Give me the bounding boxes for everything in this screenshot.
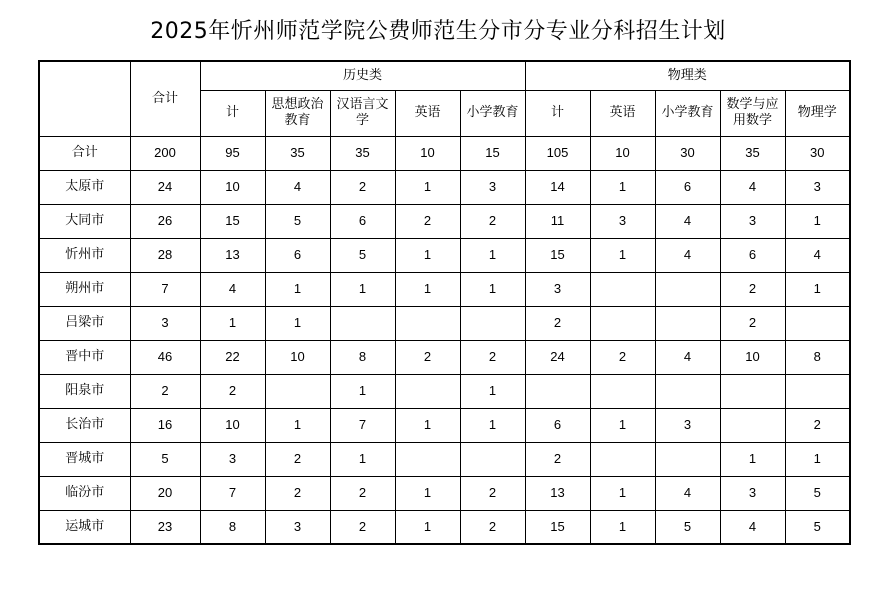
- table-cell: 8: [200, 510, 265, 544]
- table-cell: 1: [395, 170, 460, 204]
- table-cell: 2: [265, 442, 330, 476]
- table-cell: 7: [130, 272, 200, 306]
- table-cell: [525, 374, 590, 408]
- header-total: 合计: [130, 61, 200, 136]
- table-cell: 2: [395, 340, 460, 374]
- table-cell: 2: [460, 204, 525, 238]
- table-row: [39, 272, 850, 306]
- corner-cell: [39, 61, 130, 136]
- page-title: 2025年忻州师范学院公费师范生分市分专业分科招生计划: [150, 19, 726, 44]
- table-cell: 4: [265, 170, 330, 204]
- table-cell: 5: [330, 238, 395, 272]
- table-cell: 6: [330, 204, 395, 238]
- table-cell: [590, 306, 655, 340]
- table-cell: 4: [200, 272, 265, 306]
- row-label: 朔州市: [39, 272, 130, 306]
- table-cell: [590, 374, 655, 408]
- table-cell: 2: [720, 306, 785, 340]
- table-cell: 4: [720, 170, 785, 204]
- table-cell: 1: [460, 374, 525, 408]
- header-subject-line: 计: [225, 105, 239, 120]
- header-subject-history-1: [265, 90, 330, 136]
- table-cell: 7: [200, 476, 265, 510]
- table-cell: 1: [395, 476, 460, 510]
- header-subject-line: 英语: [609, 105, 636, 120]
- header-subject-line: 学: [355, 113, 369, 128]
- table-cell: 2: [720, 272, 785, 306]
- table-cell: 3: [460, 170, 525, 204]
- table-cell: 4: [655, 204, 720, 238]
- table-cell: 15: [200, 204, 265, 238]
- table-cell: 1: [395, 510, 460, 544]
- table-cell: 200: [130, 136, 200, 170]
- table-row: [39, 408, 850, 442]
- table-cell: 1: [460, 408, 525, 442]
- table-cell: 23: [130, 510, 200, 544]
- header-subject-physics-2: [655, 90, 720, 136]
- enrollment-plan-table: [38, 60, 851, 545]
- table-cell: 2: [395, 204, 460, 238]
- table-cell: 1: [460, 238, 525, 272]
- table-cell: 15: [460, 136, 525, 170]
- table-cell: 2: [785, 408, 850, 442]
- table-cell: 3: [525, 272, 590, 306]
- header-subject-line: 小学教育: [661, 105, 714, 120]
- table-cell: 16: [130, 408, 200, 442]
- table-cell: 10: [200, 170, 265, 204]
- table-cell: 3: [720, 476, 785, 510]
- header-subject-line: 汉语言文: [336, 97, 389, 112]
- table-cell: 1: [330, 442, 395, 476]
- table-cell: [460, 442, 525, 476]
- table-cell: 4: [655, 238, 720, 272]
- table-cell: 3: [655, 408, 720, 442]
- table-cell: [460, 306, 525, 340]
- header-subject-physics-4: [785, 90, 850, 136]
- table-cell: 10: [720, 340, 785, 374]
- table-cell: 6: [655, 170, 720, 204]
- table-row: [39, 306, 850, 340]
- table-row: [39, 204, 850, 238]
- table-cell: 2: [525, 442, 590, 476]
- table-cell: 6: [525, 408, 590, 442]
- row-label: 吕梁市: [39, 306, 130, 340]
- table-cell: 20: [130, 476, 200, 510]
- table-cell: 3: [265, 510, 330, 544]
- header-subject-line: 物理学: [797, 105, 837, 120]
- row-label: 晋城市: [39, 442, 130, 476]
- header-subject-line: 数学与应: [726, 97, 779, 112]
- table-cell: [590, 442, 655, 476]
- table-cell: 1: [785, 442, 850, 476]
- table-cell: [395, 442, 460, 476]
- table-cell: 35: [265, 136, 330, 170]
- row-label: 大同市: [39, 204, 130, 238]
- header-subject-line: 小学教育: [466, 105, 519, 120]
- table-cell: 2: [130, 374, 200, 408]
- table-cell: 4: [655, 340, 720, 374]
- table-cell: 1: [265, 408, 330, 442]
- table-cell: 35: [330, 136, 395, 170]
- table-cell: 1: [395, 238, 460, 272]
- header-subject-line: 计: [551, 105, 565, 120]
- table-cell: 3: [130, 306, 200, 340]
- header-history-group: 历史类: [200, 61, 525, 90]
- table-cell: 10: [265, 340, 330, 374]
- row-label: 晋中市: [39, 340, 130, 374]
- table-cell: 30: [655, 136, 720, 170]
- table-cell: 10: [200, 408, 265, 442]
- table-cell: 1: [395, 408, 460, 442]
- row-label: 长治市: [39, 408, 130, 442]
- table-cell: 5: [655, 510, 720, 544]
- table-cell: 15: [525, 238, 590, 272]
- table-cell: [395, 306, 460, 340]
- table-cell: [655, 272, 720, 306]
- row-label: 运城市: [39, 510, 130, 544]
- table-cell: 7: [330, 408, 395, 442]
- table-cell: [720, 408, 785, 442]
- table-cell: 1: [720, 442, 785, 476]
- table-cell: [720, 374, 785, 408]
- row-label: 阳泉市: [39, 374, 130, 408]
- table-row: [39, 238, 850, 272]
- table-cell: 8: [785, 340, 850, 374]
- table-cell: 1: [265, 306, 330, 340]
- table-cell: [590, 272, 655, 306]
- table-cell: 5: [130, 442, 200, 476]
- table-cell: 3: [720, 204, 785, 238]
- table-cell: [655, 306, 720, 340]
- table-cell: 26: [130, 204, 200, 238]
- table-cell: 22: [200, 340, 265, 374]
- table-cell: 2: [330, 170, 395, 204]
- table-row: [39, 136, 850, 170]
- table-cell: 2: [330, 510, 395, 544]
- table-cell: 24: [130, 170, 200, 204]
- table-cell: 4: [785, 238, 850, 272]
- table-row: [39, 476, 850, 510]
- table-cell: 105: [525, 136, 590, 170]
- table-cell: 1: [590, 170, 655, 204]
- table-row: [39, 170, 850, 204]
- row-label: 临汾市: [39, 476, 130, 510]
- table-cell: 2: [460, 476, 525, 510]
- table-cell: 11: [525, 204, 590, 238]
- table-cell: 10: [590, 136, 655, 170]
- table-cell: 2: [460, 510, 525, 544]
- header-subject-history-0: [200, 90, 265, 136]
- row-label: 忻州市: [39, 238, 130, 272]
- table-cell: [655, 374, 720, 408]
- table-cell: [265, 374, 330, 408]
- table-cell: 2: [330, 476, 395, 510]
- table-cell: 28: [130, 238, 200, 272]
- table-cell: 15: [525, 510, 590, 544]
- table-cell: 2: [265, 476, 330, 510]
- table-cell: 1: [200, 306, 265, 340]
- table-cell: 14: [525, 170, 590, 204]
- table-row: [39, 340, 850, 374]
- table-cell: 1: [330, 272, 395, 306]
- header-subject-history-2: [330, 90, 395, 136]
- header-subject-line: 思想政治: [271, 97, 324, 112]
- table-cell: 4: [655, 476, 720, 510]
- table-cell: 3: [200, 442, 265, 476]
- table-cell: 1: [590, 238, 655, 272]
- table-cell: 1: [395, 272, 460, 306]
- table-cell: 5: [785, 476, 850, 510]
- header-subject-physics-3: [720, 90, 785, 136]
- table-row: [39, 374, 850, 408]
- table-cell: 24: [525, 340, 590, 374]
- table-cell: 6: [720, 238, 785, 272]
- table-cell: 1: [590, 408, 655, 442]
- table-cell: 4: [720, 510, 785, 544]
- header-subject-physics-1: [590, 90, 655, 136]
- table-cell: 2: [200, 374, 265, 408]
- table-cell: 10: [395, 136, 460, 170]
- table-row: [39, 510, 850, 544]
- table-cell: [655, 442, 720, 476]
- table-cell: 2: [525, 306, 590, 340]
- header-subject-line: 英语: [414, 105, 441, 120]
- table-cell: 3: [590, 204, 655, 238]
- header-row-groups: [39, 61, 850, 90]
- header-subject-line: 用数学: [733, 113, 773, 128]
- table-cell: [330, 306, 395, 340]
- table-cell: 8: [330, 340, 395, 374]
- table-cell: 46: [130, 340, 200, 374]
- table-cell: 1: [590, 510, 655, 544]
- table-cell: [785, 306, 850, 340]
- table-cell: 1: [785, 272, 850, 306]
- table-cell: 1: [785, 204, 850, 238]
- table-cell: 2: [460, 340, 525, 374]
- table-cell: 3: [785, 170, 850, 204]
- row-label: 合计: [39, 136, 130, 170]
- table-cell: 30: [785, 136, 850, 170]
- table-cell: [785, 374, 850, 408]
- table-cell: 1: [460, 272, 525, 306]
- table-cell: [395, 374, 460, 408]
- table-cell: 13: [525, 476, 590, 510]
- table-cell: 2: [590, 340, 655, 374]
- table-cell: 35: [720, 136, 785, 170]
- table-cell: 5: [265, 204, 330, 238]
- header-subject-line: 教育: [284, 113, 311, 128]
- table-cell: 1: [330, 374, 395, 408]
- table-cell: 1: [265, 272, 330, 306]
- header-subject-physics-0: [525, 90, 590, 136]
- table-row: [39, 442, 850, 476]
- table-cell: 5: [785, 510, 850, 544]
- table-cell: 1: [590, 476, 655, 510]
- table-cell: 95: [200, 136, 265, 170]
- header-subject-history-4: [460, 90, 525, 136]
- table-cell: 6: [265, 238, 330, 272]
- row-label: 太原市: [39, 170, 130, 204]
- header-physics-group: 物理类: [525, 61, 850, 90]
- header-subject-history-3: [395, 90, 460, 136]
- table-cell: 13: [200, 238, 265, 272]
